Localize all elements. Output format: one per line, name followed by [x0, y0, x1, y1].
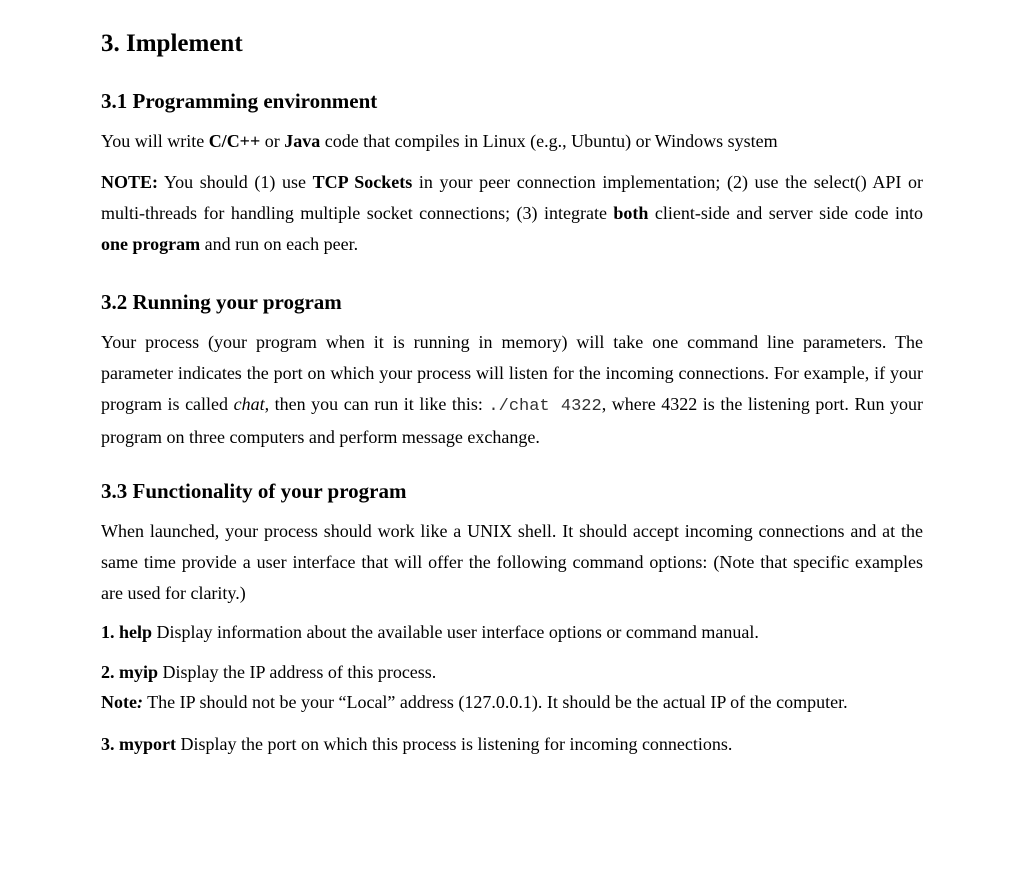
bold-note-label: NOTE:: [101, 172, 159, 192]
text-run: in your peer connection implementation; (2) use the select() API or multi-threads for handling multiple socket connections; (3) integrate: [101, 172, 923, 223]
note-myip: [101, 690, 848, 714]
text-run: Your process (your program when it is running in memory) will take one command line parameters. The parameter indicates the port on which your process will listen for the incoming connections. For example, if your program is called: [101, 332, 923, 414]
command-name-myip: 2. myip: [101, 662, 159, 682]
text-run: code that compiles in Linux (e.g., Ubuntu) or Windows system: [320, 131, 778, 151]
bold-cpp: C/C++: [208, 131, 261, 151]
bold-java: Java: [284, 131, 321, 151]
text-run: , where 4322 is the listening port. Run your program on three computers and perform message exchange.: [101, 394, 923, 447]
bold-note-label: Note: [101, 692, 137, 712]
note-colon: :: [136, 692, 143, 712]
paragraph-note: [101, 167, 923, 260]
text-run: and run on each peer.: [200, 234, 359, 254]
text-run: , then you can run it like this:: [264, 394, 489, 414]
note-text: The IP should not be your “Local” address (127.0.0.1). It should be the actual IP of the computer.: [142, 692, 848, 712]
heading-programming-environment: 3.1 Programming environment: [101, 89, 378, 113]
command-name-myport: 3. myport: [101, 734, 176, 754]
text-run: or: [260, 131, 285, 151]
heading-functionality: 3.3 Functionality of your program: [101, 479, 407, 503]
italic-chat: chat: [233, 394, 265, 414]
command-desc-myport: Display the port on which this process is listening for incoming connections.: [176, 734, 733, 754]
text-run: You will write: [101, 131, 209, 151]
paragraph-language: [101, 126, 923, 157]
bold-tcp-sockets: TCP Sockets: [312, 172, 413, 192]
command-help: [101, 620, 759, 644]
command-myport: [101, 732, 732, 756]
text-run: client-side and server side code into: [648, 203, 923, 223]
heading-running-your-program: 3.2 Running your program: [101, 290, 342, 314]
bold-both: both: [613, 203, 649, 223]
command-desc-help: Display information about the available user interface options or command manual.: [152, 622, 759, 642]
bold-one-program: one program: [101, 234, 201, 254]
paragraph-running: [101, 327, 923, 453]
text-run: You should (1) use: [158, 172, 313, 192]
command-name-help: 1. help: [101, 622, 153, 642]
code-command: ./chat 4322: [488, 397, 602, 416]
paragraph-functionality: When launched, your process should work like a UNIX shell. It should accept incoming connections and at the same time provide a user interface that will offer the following command options: (Note that specific examples are used for clarity.): [101, 521, 923, 603]
command-myip: [101, 660, 436, 684]
section-title: 3. Implement: [101, 30, 243, 57]
command-desc-myip: Display the IP address of this process.: [158, 662, 437, 682]
